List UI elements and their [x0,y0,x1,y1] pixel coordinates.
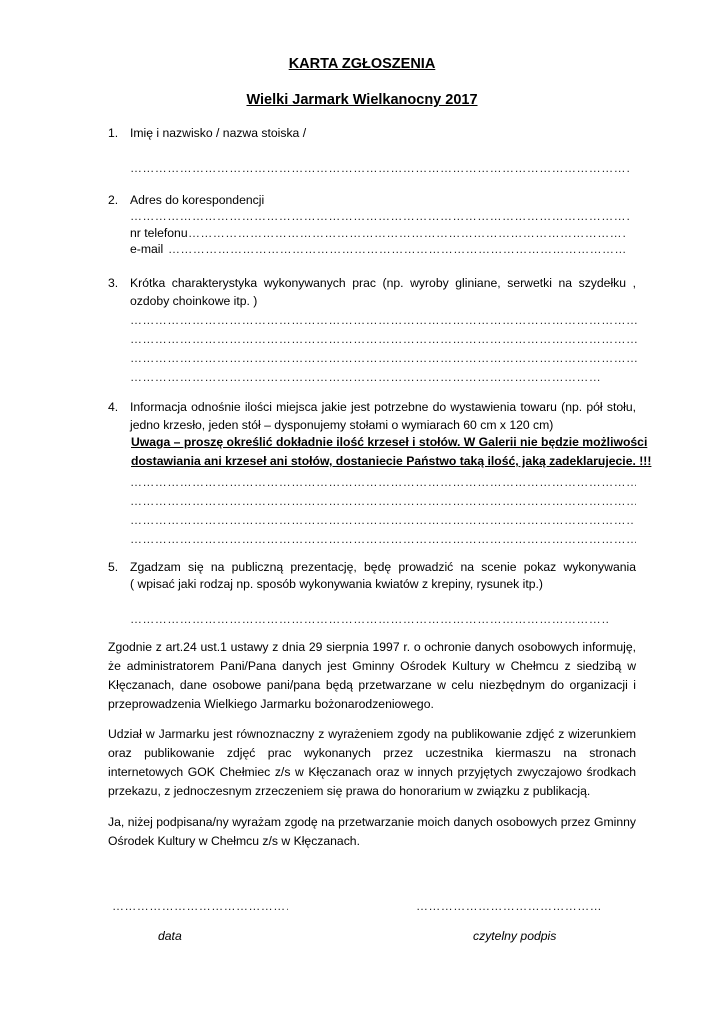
date-label: data [158,929,182,943]
consent-paragraph-line: przekazu, z jednoczesnym zrzeczeniem się prawa do honorarium w związku z publikacją. [108,784,591,798]
address-label: Adres do korespondencji [130,193,265,207]
description-field-line[interactable] [130,333,638,345]
document-subtitle: Wielki Jarmark Wielkanocny 2017 [246,92,478,108]
presentation-label: Zgadzam się na publiczną prezentację, będę prowadzić na scenie pokaz wykonywania [130,560,636,574]
description-field-line[interactable] [130,352,638,364]
gdpr-paragraph-line: że administratorem Pani/Pana danych jest Gminny Ośrodek Kultury w Chełmcu z siedzibą w [108,659,636,673]
signature-field-line[interactable] [416,900,600,912]
space-info-label-cont: jedno krzesło, jeden stół – dysponujemy stołami o wymiarach 60 cm x 120 cm) [130,418,554,432]
consent-paragraph-line: internetowych GOK Chełmiec z/s w Kłęczanach oraz w innych przyjętych zwyczajowo środkach [108,765,636,779]
description-label-cont: ozdoby choinkowe itp. ) [130,294,258,308]
email-field-line[interactable] [168,243,627,255]
document-title: KARTA ZGŁOSZENIA [288,56,436,72]
space-field-line[interactable] [130,533,636,545]
description-field-line[interactable] [130,314,638,326]
consent-paragraph-line: Udział w Jarmarku jest równoznaczny z wyrażeniem zgody na publikowanie zdjęć z wizerunkiem [108,727,636,741]
presentation-label-cont: ( wpisać jaki rodzaj np. sposób wykonywania kwiatów z krepiny, rysunek itp.) [130,577,543,591]
address-field-line[interactable] [130,210,630,222]
item-number: 4. [108,400,119,414]
phone-field-line[interactable] [188,227,626,239]
gdpr-paragraph-line: przeprowadzenia Wielkiego Jarmarku bożonarodzeniowego. [108,697,434,711]
consent-paragraph-line: oraz publikowanie zdjęć prac wykonanych przez uczestnika kiermaszu na stronach [108,746,636,760]
item-number: 1. [108,126,119,140]
signature-label: czytelny podpis [473,929,557,943]
gdpr-paragraph-line: Kłęczanach, dane osobowe pani/pana będą przetwarzane w celu niezbędnym do organizacji i [108,678,636,692]
declaration-paragraph-line: Ja, niżej podpisana/ny wyrażam zgodę na przetwarzanie moich danych osobowych przez Gminny [108,815,636,829]
item-number: 3. [108,276,119,290]
gdpr-paragraph-line: Zgodnie z art.24 ust.1 ustawy z dnia 29 sierpnia 1997 r. o ochronie danych osobowych informuję, [108,640,636,654]
name-label: Imię i nazwisko / nazwa stoiska / [130,126,307,140]
email-label: e-mail [130,242,164,256]
item-number: 5. [108,560,119,574]
warning-text: Uwaga – proszę określić dokładnie ilość krzeseł i stołów. W Galerii nie będzie możliwości [131,435,648,449]
presentation-field-line[interactable] [130,613,610,625]
space-field-line[interactable] [130,514,634,526]
space-info-label: Informacja odnośnie ilości miejsca jakie jest potrzebne do wystawienia towaru (np. pół stołu, [130,400,636,414]
space-field-line[interactable] [130,495,636,507]
warning-text-cont: dostawiania ani krzeseł ani stołów, dostaniecie Państwo taką ilość, jaką zadeklarujecie. !!! [131,454,652,468]
name-field-line[interactable] [130,162,630,174]
description-field-line[interactable] [130,371,602,383]
phone-label: nr telefonu [130,226,188,240]
item-number: 2. [108,193,119,207]
space-field-line[interactable] [130,476,636,488]
description-label: Krótka charakterystyka wykonywanych prac (np. wyroby gliniane, serwetki na szydełku , [130,276,636,290]
date-field-line[interactable] [112,900,288,912]
declaration-paragraph-line: Ośrodek Kultury w Chełmcu z/s w Kłęczanach. [108,834,360,848]
